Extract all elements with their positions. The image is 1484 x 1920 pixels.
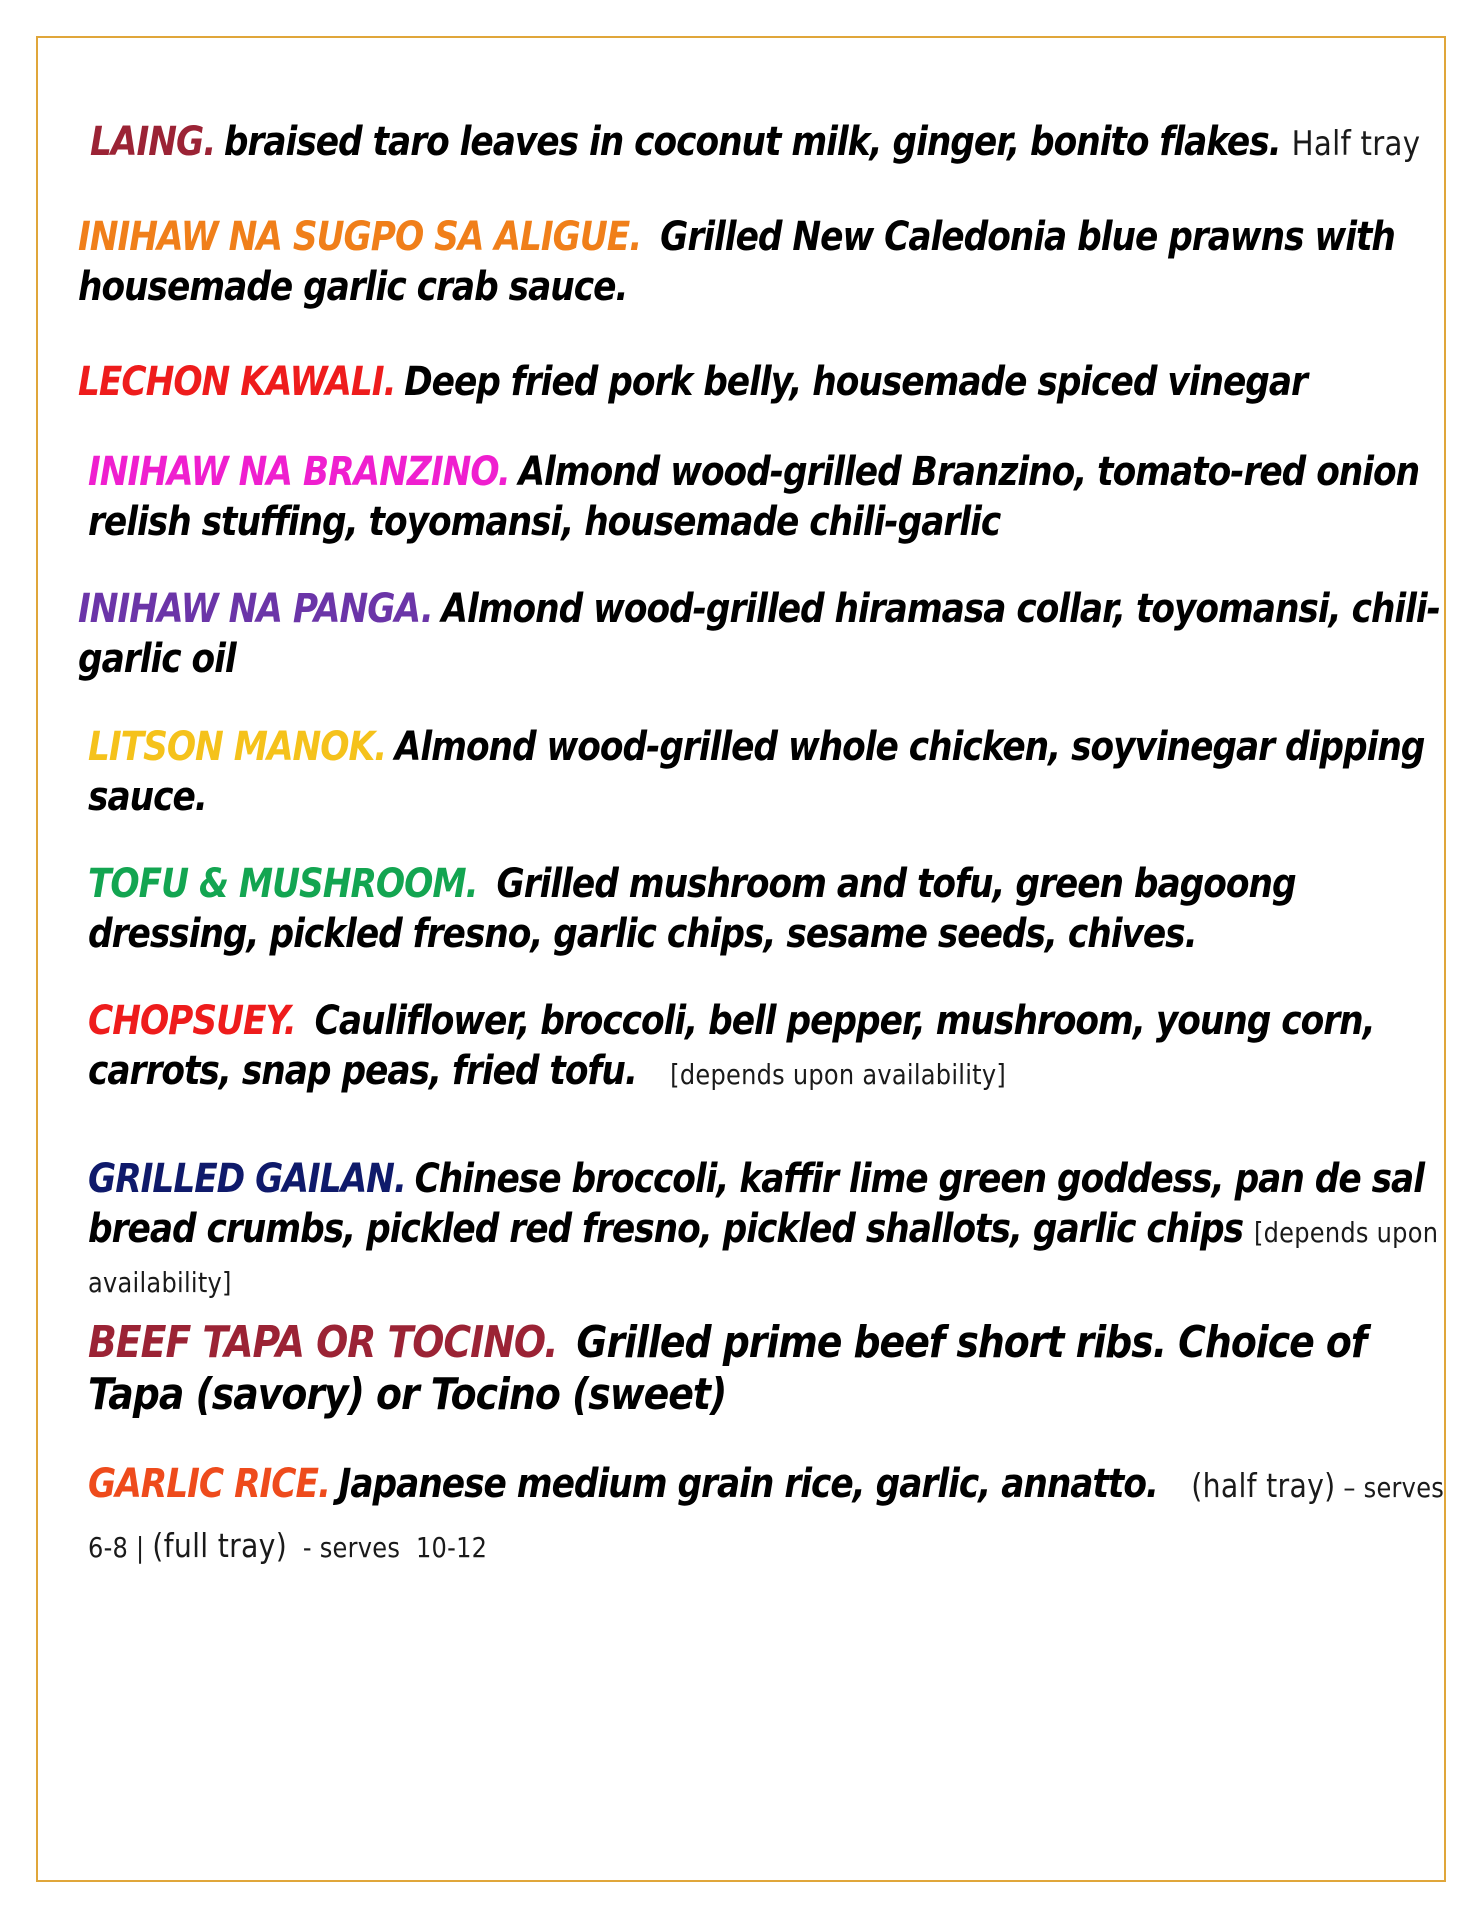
menu-item-laing [90,117,1440,169]
menu-item-name: INIHAW NA PANGA. [78,586,433,632]
menu-item-litson-manok [88,722,1447,822]
menu-item-tofu-mushroom [88,859,1464,959]
menu-item-description: Deep fried pork belly, housemade spiced vinegar [404,359,1307,405]
menu-item-description: Grilled prime beef short ribs. Choice of Tapa (savory) or Tocino (sweet) [88,1317,1367,1420]
menu-item-inihaw-na-panga [78,584,1454,684]
menu-item-name: GARLIC RICE. [88,1461,331,1507]
menu-item-note-full-tray: (full tray) [152,1526,288,1565]
menu-item-description: Japanese medium grain rice, garlic, annatto. [338,1461,1158,1507]
menu-item-note: Half tray [1291,124,1421,164]
menu-item-note-serves-half: – serves 6-8 | [88,1471,1445,1564]
menu-item-inihaw-na-branzino [88,447,1447,547]
menu-item-description: Almond wood-grilled Branzino, tomato-red onion relish stuffing, toyomansi, housemade chili-garlic [88,449,1420,545]
menu-item-name: TOFU & MUSHROOM. [88,861,478,907]
menu-item-description: Grilled mushroom and tofu, green bagoong dressing, pickled fresno, garlic chips, sesame seeds, chives. [88,861,1296,957]
menu-item-inihaw-na-sugpo [78,212,1445,312]
menu-item-name: BEEF TAPA OR TOCINO. [88,1317,558,1368]
menu-item-name: LECHON KAWALI. [78,359,396,405]
menu-item-note-serves-full: - serves 10-12 [287,1531,488,1564]
menu-page-border [36,36,1446,1882]
menu-item-description: Grilled New Caledonia blue prawns with housemade garlic crab sauce. [78,214,1395,310]
menu-item-description: Almond wood-grilled hiramasa collar, toyomansi, chili-garlic oil [78,586,1440,682]
menu-item-note-half-tray: (half tray) [1191,1466,1336,1505]
menu-item-description: Chinese broccoli, kaffir lime green goddess, pan de sal bread crumbs, pickled red fresno, pickled shallots, garlic chips [88,1156,1424,1252]
menu-item-name: CHOPSUEY. [88,998,296,1044]
menu-item-description: braised taro leaves in coconut milk, ginger, bonito flakes. [223,119,1281,165]
menu-item-name: INIHAW NA BRANZINO. [88,449,510,495]
menu-item-name: GRILLED GAILAN. [88,1156,406,1202]
menu-item-name: LITSON MANOK. [88,724,387,770]
menu-item-description: Almond wood-grilled whole chicken, soyvinegar dipping sauce. [88,724,1425,820]
menu-item-beef-tapa-or-tocino [88,1317,1447,1421]
menu-item-note: [depends upon availability] [88,1216,1439,1299]
menu-item-note: [depends upon availability] [670,1058,1007,1091]
menu-item-grilled-gailan [88,1154,1464,1304]
menu-item-name: LAING. [90,119,216,165]
menu-item-lechon-kawali [78,357,1445,407]
menu-item-garlic-rice [88,1456,1455,1576]
menu-item-name: INIHAW NA SUGPO SA ALIGUE. [78,214,642,260]
menu-item-description: Cauliflower, broccoli, bell pepper, mushroom, young corn, carrots, snap peas, fried tofu. [88,998,1375,1094]
menu-item-chopsuey [88,996,1484,1100]
